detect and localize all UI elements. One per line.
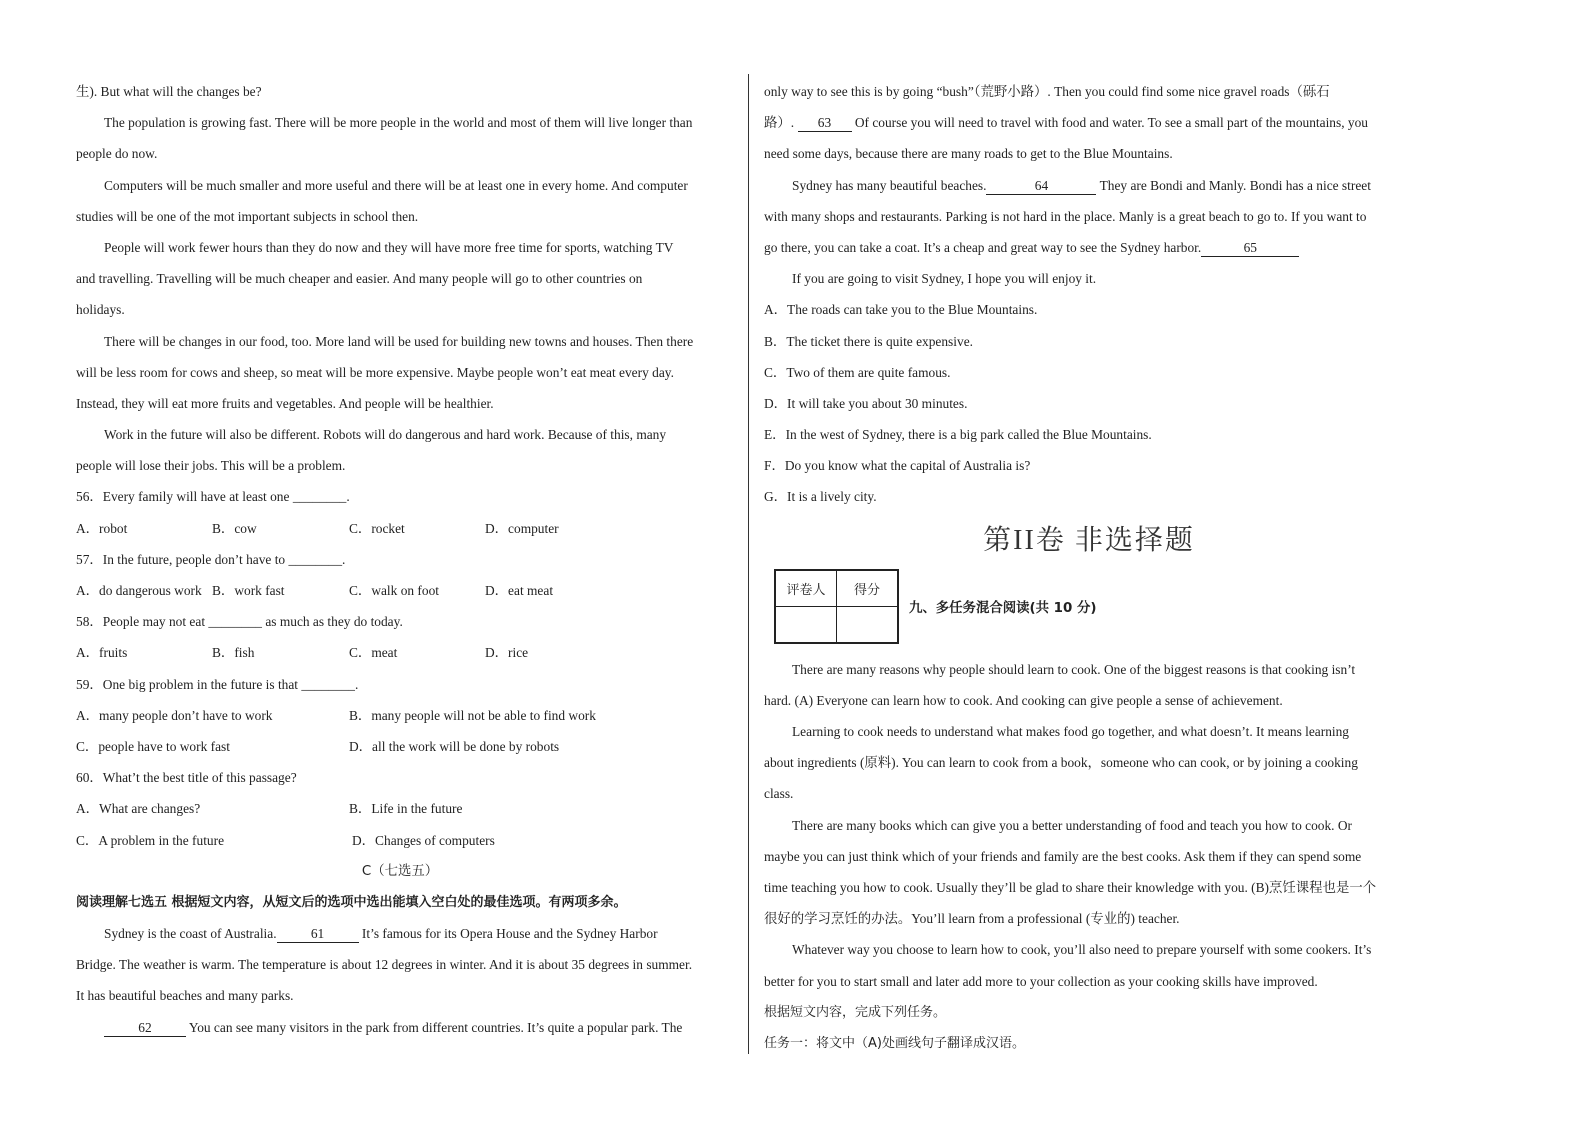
passage-line: There are many books which can give you a better understanding of food and teach you how to cook. Or	[792, 817, 1353, 833]
choice-f[interactable]: F．Do you know what the capital of Australia is?	[764, 458, 1031, 474]
question-57	[76, 544, 724, 575]
column-divider	[748, 74, 749, 1054]
question-end: .	[346, 489, 350, 505]
option-c[interactable]: C．people have to work fast	[76, 738, 230, 754]
option-b[interactable]: B．many people will not be able to find work	[349, 707, 596, 723]
question-56	[76, 481, 724, 512]
option-b[interactable]: B．cow	[212, 520, 257, 536]
section-heading: C（七选五）	[361, 863, 439, 879]
passage-line: time teaching you how to cook. Usually they’ll be glad to share their knowledge with you. (B)烹饪课程也是一个	[764, 879, 1377, 895]
option-d[interactable]: D．all the work will be done by robots	[349, 738, 560, 754]
choice-c[interactable]: C．Two of them are quite famous.	[764, 364, 951, 380]
option-d[interactable]: D．computer	[485, 520, 559, 536]
passage-line: Whatever way you choose to learn how to cook, you’ll also need to prepare yourself with some cookers. It’s	[792, 942, 1372, 958]
passage-line: about ingredients (原料). You can learn to cook from a book，someone who can cook, or by joining a cooking	[764, 755, 1358, 771]
passage-line: and travelling. Travelling will be much cheaper and easier. And many people will go to other countries on	[76, 271, 643, 287]
answer-blank: ________	[288, 551, 343, 567]
question-60	[76, 762, 724, 793]
option-b[interactable]: B．fish	[212, 645, 255, 661]
part-title: 第II卷 非选择题	[983, 524, 1195, 556]
options-57	[76, 575, 724, 606]
passage-line: with many shops and restaurants. Parking is not hard in the place. Manly is a great beach to go to. If you want to	[764, 208, 1367, 224]
option-b[interactable]: B．Life in the future	[349, 801, 463, 817]
passage-line: people do now.	[76, 146, 158, 162]
passage-line: class.	[764, 786, 794, 802]
blank-62[interactable]: 62	[104, 1020, 186, 1037]
option-a[interactable]: A．What are changes?	[76, 801, 201, 817]
choice-b[interactable]: B．The ticket there is quite expensive.	[764, 333, 973, 349]
passage-line: will be less room for cows and sheep, so meat will be more expensive. Maybe people won’t eat meat every day.	[76, 364, 674, 380]
passage-line: There will be changes in our food, too. More land will be used for building new towns and houses. Then there	[104, 333, 694, 349]
choice-g[interactable]: G．It is a lively city.	[764, 489, 877, 505]
option-d[interactable]: D．Changes of computers	[352, 832, 495, 848]
question-58	[76, 606, 724, 637]
option-a[interactable]: A．many people don’t have to work	[76, 707, 273, 723]
score-label: 得分	[837, 570, 899, 607]
options-60	[76, 793, 724, 824]
question-end: as much as they do today.	[265, 614, 403, 630]
option-a[interactable]: A．fruits	[76, 645, 128, 661]
passage-line: People will work fewer hours than they do now and they will have more free time for sports, watching TV	[104, 239, 674, 255]
option-a[interactable]: A．robot	[76, 520, 128, 536]
left-column	[76, 76, 724, 1043]
options-59	[76, 731, 724, 762]
answer-blank: ________	[292, 489, 347, 505]
passage-line: There are many reasons why people should learn to cook. One of the biggest reasons is that cooking isn’t	[792, 661, 1356, 677]
option-d[interactable]: D．eat meat	[485, 583, 554, 598]
grader-label: 评卷人	[775, 570, 837, 607]
question-stem: 58．People may not eat	[76, 614, 206, 630]
passage-line: 生). But what will the changes be?	[76, 84, 262, 99]
blank-65[interactable]: 65	[1201, 240, 1299, 257]
option-c[interactable]: C．walk on foot	[349, 583, 440, 598]
options-58	[76, 637, 724, 668]
option-d[interactable]: D．rice	[485, 645, 529, 661]
passage-line: Work in the future will also be different. Robots will do dangerous and hard work. Because of this, many	[104, 427, 667, 443]
choice-e[interactable]: E．In the west of Sydney, there is a big park called the Blue Mountains.	[764, 427, 1152, 443]
score-table	[774, 569, 899, 644]
question-end: .	[342, 551, 346, 567]
passage-line: It has beautiful beaches and many parks.	[76, 988, 294, 1004]
score-box	[774, 569, 1414, 644]
passage-line: Computers will be much smaller and more useful and there will be at least one in every home. And computer	[104, 177, 688, 193]
option-b[interactable]: B．work fast	[212, 583, 285, 598]
passage-line: Learning to cook needs to understand what makes food go together, and what doesn’t. It means learning	[792, 724, 1350, 739]
score-cell[interactable]	[837, 606, 899, 643]
passage-line: Sydney is the coast of Australia. 61 It’s famous for its Opera House and the Sydney Harbor	[104, 926, 658, 942]
question-stem: 59．One big problem in the future is that	[76, 676, 299, 692]
passage-line: Instead, they will eat more fruits and vegetables. And people will be healthier.	[76, 395, 494, 411]
passage-line: maybe you can just think which of your friends and family are the best cooks. Ask them if they can spend some	[764, 848, 1362, 864]
blank-61[interactable]: 61	[277, 926, 359, 943]
options-59	[76, 700, 724, 731]
passage-line: need some days, because there are many roads to get to the Blue Mountains.	[764, 146, 1173, 162]
option-c[interactable]: C．meat	[349, 645, 398, 661]
choice-a[interactable]: A．The roads can take you to the Blue Mountains.	[764, 302, 1038, 318]
answer-blank: ________	[301, 676, 355, 692]
passage-line: 路）. 63 Of course you will need to travel with food and water. To see a small part of the mountains, you	[764, 115, 1368, 131]
passage-line: Bridge. The weather is warm. The temperature is about 12 degrees in winter. And it is about 35 degrees in summer.	[76, 957, 693, 973]
passage-line: hard. (A) Everyone can learn how to cook. And cooking can give people a sense of achievement.	[764, 692, 1283, 708]
passage-line: people will lose their jobs. This will be a problem.	[76, 458, 346, 474]
passage-line: only way to see this is by going “bush”（荒野小路）. Then you could find some nice gravel roads（砾石	[764, 84, 1330, 99]
passage-line: studies will be one of the mot important subjects in school then.	[76, 208, 419, 224]
blank-63[interactable]: 63	[798, 115, 852, 132]
passage-line: better for you to start small and later add more to your collection as your cooking skills have improved.	[764, 973, 1318, 989]
task-intro: 根据短文内容，完成下列任务。	[764, 1004, 947, 1020]
options-56	[76, 513, 724, 544]
passage-line: The population is growing fast. There will be more people in the world and most of them will live longer than	[104, 115, 693, 131]
option-c[interactable]: C．rocket	[349, 520, 405, 536]
passage-line: go there, you can take a coat. It’s a cheap and great way to see the Sydney harbor. 65	[764, 232, 1414, 263]
options-60	[76, 825, 724, 856]
question-stem: 60．What’t the best title of this passage?	[76, 770, 297, 786]
question-59	[76, 669, 724, 700]
choice-d[interactable]: D．It will take you about 30 minutes.	[764, 395, 968, 411]
option-a[interactable]: A．do dangerous work	[76, 583, 202, 598]
right-column	[764, 76, 1414, 1059]
task-one: 任务一：将文中（A)处画线句子翻译成汉语。	[764, 1035, 1025, 1051]
question-stem: 56．Every family will have at least one	[76, 489, 290, 505]
answer-blank: ________	[208, 614, 262, 630]
grader-cell[interactable]	[775, 606, 837, 643]
blank-64[interactable]: 64	[986, 178, 1096, 195]
section-instructions: 阅读理解七选五 根据短文内容，从短文后的选项中选出能填入空白处的最佳选项。有两项多余。	[76, 894, 627, 910]
question-stem: 57．In the future, people don’t have to	[76, 551, 286, 567]
passage-line: holidays.	[76, 302, 125, 318]
passage-line: 62 You can see many visitors in the park from different countries. It’s quite a popular park. The	[76, 1012, 724, 1043]
question-end: .	[354, 676, 359, 692]
passage-line: 很好的学习烹饪的办法。You’ll learn from a professional (专业的) teacher.	[764, 911, 1180, 927]
passage-line: If you are going to visit Sydney, I hope you will enjoy it.	[792, 271, 1097, 287]
passage-line: Sydney has many beautiful beaches. 64 They are Bondi and Manly. Bondi has a nice street	[792, 177, 1371, 193]
section-title: 九、多任务混合阅读(共 10 分)	[909, 600, 1097, 616]
option-c[interactable]: C．A problem in the future	[76, 832, 225, 848]
